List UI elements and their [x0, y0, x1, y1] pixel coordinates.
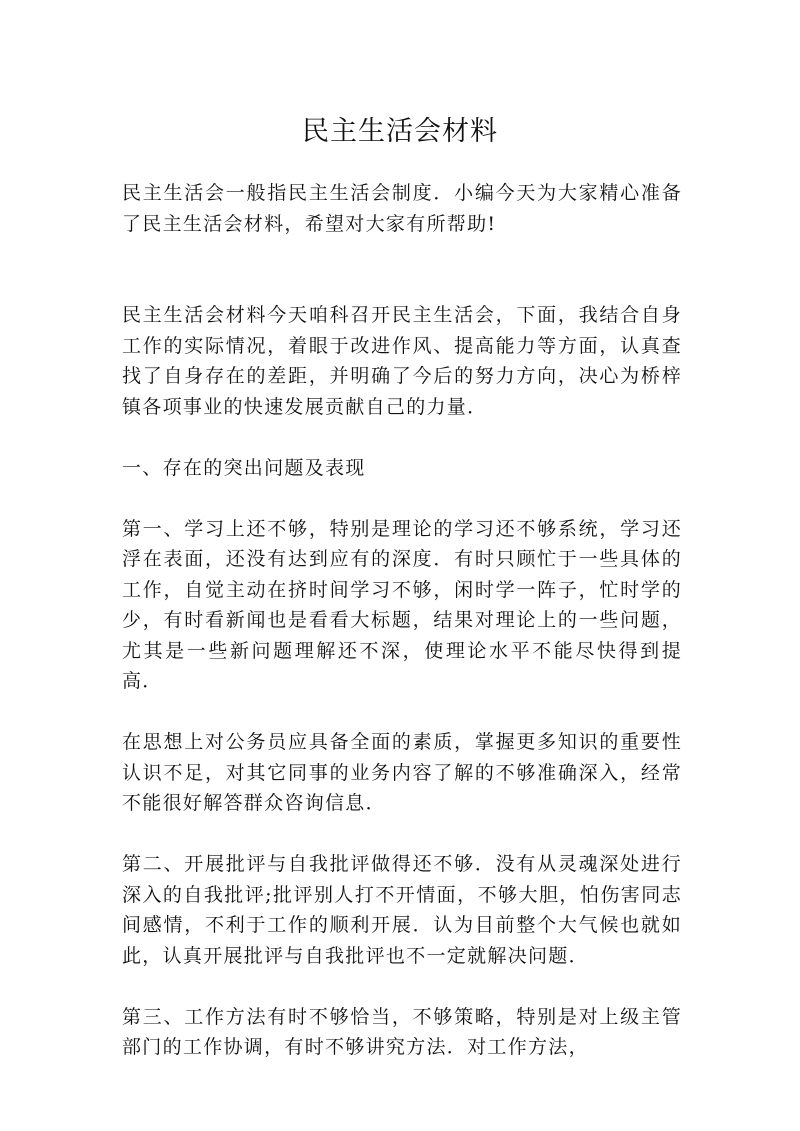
opening-paragraph: 民主生活会材料今天咱科召开民主生活会，下面，我结合自身工作的实际情况，着眼于改进作风、提高能力等方面，认真查找了自身存在的差距，并明确了今后的努力方向，决心为桥梓镇各项事业的快速发展贡献自己的力量．: [122, 304, 682, 418]
thinking-paragraph: 在思想上对公务员应具备全面的素质，掌握更多知识的重要性认识不足，对其它同事的业务内容了解的不够准确深入，经常不能很好解答群众咨询信息．: [122, 731, 682, 814]
issue-three-paragraph: 第三、工作方法有时不够恰当，不够策略，特别是对上级主管部门的工作协调，有时不够讲究方法．对工作方法，: [122, 1005, 682, 1058]
paragraph-spacer: [122, 239, 682, 300]
section-heading: 一、存在的突出问题及表现: [122, 456, 366, 479]
paragraph-spacer: [122, 971, 682, 1002]
intro-paragraph: 民主生活会一般指民主生活会制度．小编今天为大家精心准备了民主生活会材料，希望对大家有所帮助!: [122, 182, 682, 235]
paragraph-spacer: [122, 819, 682, 850]
paragraph-spacer: [122, 697, 682, 728]
paragraph-spacer: [122, 483, 682, 514]
issue-one-paragraph: 第一、学习上还不够，特别是理论的学习还不够系统，学习还浮在表面，还没有达到应有的深度．有时只顾忙于一些具体的工作，自觉主动在挤时间学习不够，闲时学一阵子，忙时学的少，有时看新闻也是看看大标题，结果对理论上的一些问题，尤其是一些新问题理解还不深，使理论水平不能尽快得到提高．: [122, 517, 682, 692]
document-body: [122, 178, 682, 1063]
paragraph-spacer: [122, 422, 682, 453]
document-title: 民主生活会材料: [302, 116, 498, 147]
issue-two-paragraph: 第二、开展批评与自我批评做得还不够．没有从灵魂深处进行深入的自我批评;批评别人打不开情面，不够大胆，怕伤害同志间感情，不利于工作的顺利开展．认为目前整个大气候也就如此，认真开展批评与自我批评也不一定就解决问题．: [122, 853, 682, 967]
